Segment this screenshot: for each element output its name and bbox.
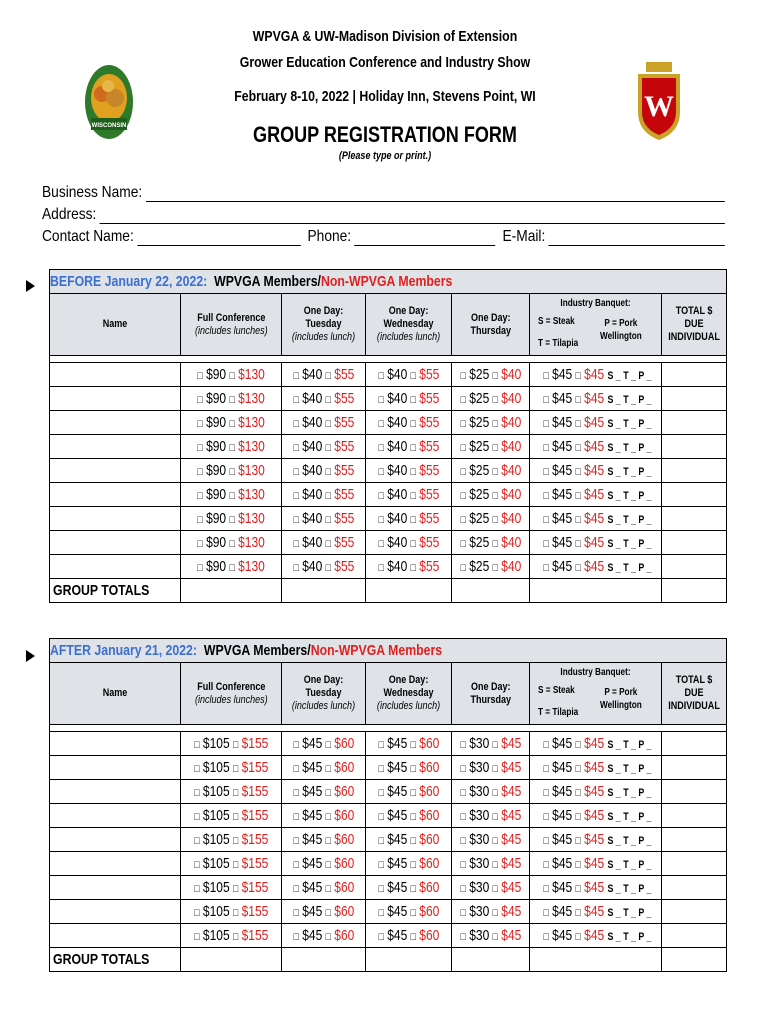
attendee-name-cell[interactable] — [50, 804, 181, 828]
col-wednesday-header: One Day: Wednesday (includes lunch) — [366, 294, 452, 356]
table-row — [50, 804, 727, 828]
wednesday-option[interactable]: □ $45 □ $60 — [366, 900, 452, 924]
total-due-cell[interactable] — [662, 531, 727, 555]
thursday-option[interactable]: □ $25 □ $40 — [452, 387, 530, 411]
full-conference-option[interactable]: □ $105 □ $155 — [181, 732, 282, 756]
banquet-option[interactable]: □ $45 □ $45 S _ T _ P _ — [530, 507, 662, 531]
tuesday-option[interactable]: □ $45 □ $60 — [282, 924, 366, 948]
attendee-name-cell[interactable] — [50, 732, 181, 756]
thursday-option[interactable]: □ $25 □ $40 — [452, 483, 530, 507]
total-due-cell[interactable] — [662, 459, 727, 483]
thursday-option[interactable]: □ $25 □ $40 — [452, 411, 530, 435]
thursday-option[interactable]: □ $30 □ $45 — [452, 900, 530, 924]
total-due-cell[interactable] — [662, 828, 727, 852]
table-row — [50, 483, 727, 507]
thursday-option[interactable]: □ $25 □ $40 — [452, 459, 530, 483]
tuesday-option[interactable]: □ $45 □ $60 — [282, 876, 366, 900]
col-banquet-header: Industry Banquet: S = Steak P = Pork Wellington T = Tilapia — [530, 294, 662, 356]
table-row — [50, 876, 727, 900]
tuesday-option[interactable]: □ $45 □ $60 — [282, 852, 366, 876]
total-due-cell[interactable] — [662, 363, 727, 387]
attendee-name-cell[interactable] — [50, 363, 181, 387]
email-label: E-Mail: — [502, 228, 546, 245]
total-banquet[interactable] — [530, 579, 662, 603]
attendee-name-cell[interactable] — [50, 459, 181, 483]
after-registration-table — [49, 638, 727, 972]
total-thursday[interactable] — [452, 948, 530, 972]
tuesday-option[interactable]: □ $40 □ $55 — [282, 411, 366, 435]
full-conference-option[interactable]: □ $105 □ $155 — [181, 852, 282, 876]
banquet-option[interactable]: □ $45 □ $45 S _ T _ P _ — [530, 828, 662, 852]
business-name-input[interactable] — [146, 187, 725, 202]
wednesday-option[interactable]: □ $45 □ $60 — [366, 732, 452, 756]
total-due-cell[interactable] — [662, 804, 727, 828]
full-conference-option[interactable]: □ $105 □ $155 — [181, 900, 282, 924]
total-thursday[interactable] — [452, 579, 530, 603]
banquet-option[interactable]: □ $45 □ $45 S _ T _ P _ — [530, 531, 662, 555]
thursday-option[interactable]: □ $30 □ $45 — [452, 828, 530, 852]
thursday-option[interactable]: □ $30 □ $45 — [452, 852, 530, 876]
thursday-option[interactable]: □ $30 □ $45 — [452, 780, 530, 804]
total-due-cell[interactable] — [662, 555, 727, 579]
wednesday-option[interactable]: □ $45 □ $60 — [366, 756, 452, 780]
total-wednesday[interactable] — [366, 948, 452, 972]
table-row — [50, 924, 727, 948]
wednesday-option[interactable]: □ $40 □ $55 — [366, 531, 452, 555]
spacer — [50, 725, 727, 732]
thursday-option[interactable]: □ $30 □ $45 — [452, 804, 530, 828]
attendee-name-cell[interactable] — [50, 531, 181, 555]
table-row — [50, 435, 727, 459]
attendee-name-cell[interactable] — [50, 555, 181, 579]
col-full-conference-header: Full Conference (includes lunches) — [181, 663, 282, 725]
full-conference-option[interactable]: □ $105 □ $155 — [181, 924, 282, 948]
email-input[interactable] — [549, 231, 725, 246]
total-due-cell[interactable] — [662, 900, 727, 924]
before-section-title: BEFORE January 22, 2022: WPVGA Members/Non-WPVGA Members — [50, 270, 727, 294]
total-due-cell[interactable] — [662, 876, 727, 900]
group-totals-row — [50, 579, 727, 603]
col-thursday-header: One Day: Thursday — [452, 663, 530, 725]
table-row — [50, 732, 727, 756]
tuesday-option[interactable]: □ $40 □ $55 — [282, 435, 366, 459]
wednesday-option[interactable]: □ $40 □ $55 — [366, 459, 452, 483]
attendee-name-cell[interactable] — [50, 507, 181, 531]
tuesday-option[interactable]: □ $40 □ $55 — [282, 531, 366, 555]
wednesday-option[interactable]: □ $45 □ $60 — [366, 876, 452, 900]
banquet-option[interactable]: □ $45 □ $45 S _ T _ P _ — [530, 804, 662, 828]
full-conference-option[interactable]: □ $90 □ $130 — [181, 459, 282, 483]
tuesday-option[interactable]: □ $45 □ $60 — [282, 804, 366, 828]
total-tuesday[interactable] — [282, 948, 366, 972]
total-due-cell[interactable] — [662, 732, 727, 756]
table-row — [50, 459, 727, 483]
wednesday-option[interactable]: □ $40 □ $55 — [366, 483, 452, 507]
total-due-cell[interactable] — [662, 483, 727, 507]
contact-name-label: Contact Name: — [42, 228, 134, 245]
wednesday-option[interactable]: □ $40 □ $55 — [366, 387, 452, 411]
after-arrow-icon — [26, 650, 35, 662]
group-totals-label: GROUP TOTALS — [50, 579, 181, 603]
total-due-cell[interactable] — [662, 756, 727, 780]
total-due-cell[interactable] — [662, 780, 727, 804]
attendee-name-cell[interactable] — [50, 828, 181, 852]
wednesday-option[interactable]: □ $45 □ $60 — [366, 852, 452, 876]
banquet-option[interactable]: □ $45 □ $45 S _ T _ P _ — [530, 363, 662, 387]
wednesday-option[interactable]: □ $45 □ $60 — [366, 924, 452, 948]
uw-crest-logo — [634, 62, 684, 142]
total-due[interactable] — [662, 579, 727, 603]
total-due[interactable] — [662, 948, 727, 972]
total-due-cell[interactable] — [662, 435, 727, 459]
full-conference-option[interactable]: □ $105 □ $155 — [181, 876, 282, 900]
attendee-name-cell[interactable] — [50, 756, 181, 780]
total-due-cell[interactable] — [662, 411, 727, 435]
thursday-option[interactable]: □ $25 □ $40 — [452, 363, 530, 387]
form-subtitle: (Please type or print.) — [338, 150, 432, 162]
attendee-name-cell[interactable] — [50, 483, 181, 507]
spacer — [50, 356, 727, 363]
full-conference-option[interactable]: □ $105 □ $155 — [181, 828, 282, 852]
after-section-title: AFTER January 21, 2022: WPVGA Members/Non-WPVGA Members — [50, 639, 727, 663]
banquet-option[interactable]: □ $45 □ $45 S _ T _ P _ — [530, 732, 662, 756]
wednesday-option[interactable]: □ $40 □ $55 — [366, 507, 452, 531]
wednesday-option[interactable]: □ $40 □ $55 — [366, 363, 452, 387]
logo-right-letter: W — [644, 90, 674, 123]
attendee-name-cell[interactable] — [50, 852, 181, 876]
full-conference-option[interactable]: □ $105 □ $155 — [181, 756, 282, 780]
attendee-name-cell[interactable] — [50, 900, 181, 924]
phone-input[interactable] — [355, 231, 496, 246]
banquet-option[interactable]: □ $45 □ $45 S _ T _ P _ — [530, 876, 662, 900]
tuesday-option[interactable]: □ $45 □ $60 — [282, 900, 366, 924]
col-total-header: TOTAL $ DUE INDIVIDUAL — [662, 294, 727, 356]
attendee-name-cell[interactable] — [50, 780, 181, 804]
wisconsin-potato-logo — [84, 64, 134, 142]
total-full-conference[interactable] — [181, 579, 282, 603]
tuesday-option[interactable]: □ $40 □ $55 — [282, 555, 366, 579]
group-totals-row — [50, 948, 727, 972]
col-banquet-header: Industry Banquet: S = Steak P = Pork Wellington T = Tilapia — [530, 663, 662, 725]
col-name-header: Name — [50, 663, 181, 725]
banquet-option[interactable]: □ $45 □ $45 S _ T _ P _ — [530, 852, 662, 876]
table-row — [50, 363, 727, 387]
address-input[interactable] — [100, 209, 725, 224]
total-due-cell[interactable] — [662, 507, 727, 531]
tuesday-option[interactable]: □ $45 □ $60 — [282, 756, 366, 780]
col-total-header: TOTAL $ DUE INDIVIDUAL — [662, 663, 727, 725]
thursday-option[interactable]: □ $25 □ $40 — [452, 435, 530, 459]
before-registration-table — [49, 269, 727, 603]
table-row — [50, 900, 727, 924]
tuesday-option[interactable]: □ $45 □ $60 — [282, 828, 366, 852]
wednesday-option[interactable]: □ $45 □ $60 — [366, 828, 452, 852]
full-conference-option[interactable]: □ $90 □ $130 — [181, 387, 282, 411]
tuesday-option[interactable]: □ $40 □ $55 — [282, 363, 366, 387]
table-row — [50, 852, 727, 876]
header-line-1: WPVGA & UW-Madison Division of Extension — [252, 28, 518, 45]
banquet-option[interactable]: □ $45 □ $45 S _ T _ P _ — [530, 411, 662, 435]
table-row — [50, 555, 727, 579]
banquet-option[interactable]: □ $45 □ $45 S _ T _ P _ — [530, 555, 662, 579]
table-row — [50, 507, 727, 531]
total-due-cell[interactable] — [662, 387, 727, 411]
wednesday-option[interactable]: □ $40 □ $55 — [366, 555, 452, 579]
contact-name-input[interactable] — [137, 231, 300, 246]
total-due-cell[interactable] — [662, 924, 727, 948]
banquet-option[interactable]: □ $45 □ $45 S _ T _ P _ — [530, 780, 662, 804]
full-conference-option[interactable]: □ $90 □ $130 — [181, 363, 282, 387]
table-row — [50, 828, 727, 852]
full-conference-option[interactable]: □ $90 □ $130 — [181, 483, 282, 507]
banquet-option[interactable]: □ $45 □ $45 S _ T _ P _ — [530, 483, 662, 507]
full-conference-option[interactable]: □ $105 □ $155 — [181, 804, 282, 828]
full-conference-option[interactable]: □ $90 □ $130 — [181, 555, 282, 579]
thursday-option[interactable]: □ $30 □ $45 — [452, 924, 530, 948]
tuesday-option[interactable]: □ $40 □ $55 — [282, 507, 366, 531]
banquet-option[interactable]: □ $45 □ $45 S _ T _ P _ — [530, 387, 662, 411]
thursday-option[interactable]: □ $30 □ $45 — [452, 732, 530, 756]
wednesday-option[interactable]: □ $45 □ $60 — [366, 804, 452, 828]
col-name-header: Name — [50, 294, 181, 356]
table-row — [50, 756, 727, 780]
wednesday-option[interactable]: □ $45 □ $60 — [366, 780, 452, 804]
thursday-option[interactable]: □ $30 □ $45 — [452, 876, 530, 900]
total-banquet[interactable] — [530, 948, 662, 972]
banquet-option[interactable]: □ $45 □ $45 S _ T _ P _ — [530, 756, 662, 780]
banquet-option[interactable]: □ $45 □ $45 S _ T _ P _ — [530, 924, 662, 948]
tuesday-option[interactable]: □ $40 □ $55 — [282, 459, 366, 483]
col-full-conference-header: Full Conference (includes lunches) — [181, 294, 282, 356]
total-wednesday[interactable] — [366, 579, 452, 603]
thursday-option[interactable]: □ $25 □ $40 — [452, 531, 530, 555]
banquet-option[interactable]: □ $45 □ $45 S _ T _ P _ — [530, 435, 662, 459]
banquet-option[interactable]: □ $45 □ $45 S _ T _ P _ — [530, 459, 662, 483]
contact-fields — [42, 180, 732, 246]
full-conference-option[interactable]: □ $90 □ $130 — [181, 411, 282, 435]
attendee-name-cell[interactable] — [50, 387, 181, 411]
col-wednesday-header: One Day: Wednesday (includes lunch) — [366, 663, 452, 725]
header-line-3: February 8-10, 2022 | Holiday Inn, Stevens Point, WI — [234, 88, 536, 105]
wednesday-option[interactable]: □ $40 □ $55 — [366, 411, 452, 435]
full-conference-option[interactable]: □ $90 □ $130 — [181, 435, 282, 459]
col-tuesday-header: One Day: Tuesday (includes lunch) — [282, 663, 366, 725]
tuesday-option[interactable]: □ $45 □ $60 — [282, 732, 366, 756]
attendee-name-cell[interactable] — [50, 876, 181, 900]
group-totals-label: GROUP TOTALS — [50, 948, 181, 972]
attendee-name-cell[interactable] — [50, 924, 181, 948]
thursday-option[interactable]: □ $30 □ $45 — [452, 756, 530, 780]
logo-left-text: WISCONSIN — [91, 123, 127, 129]
tuesday-option[interactable]: □ $40 □ $55 — [282, 483, 366, 507]
header-line-2: Grower Education Conference and Industry Show — [239, 54, 531, 71]
tuesday-option[interactable]: □ $40 □ $55 — [282, 387, 366, 411]
total-due-cell[interactable] — [662, 852, 727, 876]
full-conference-option[interactable]: □ $90 □ $130 — [181, 507, 282, 531]
table-row — [50, 387, 727, 411]
table-row — [50, 531, 727, 555]
attendee-name-cell[interactable] — [50, 411, 181, 435]
total-full-conference[interactable] — [181, 948, 282, 972]
address-label: Address: — [42, 206, 97, 223]
business-name-label: Business Name: — [42, 184, 143, 201]
total-tuesday[interactable] — [282, 579, 366, 603]
col-thursday-header: One Day: Thursday — [452, 294, 530, 356]
form-title: GROUP REGISTRATION FORM — [253, 122, 517, 147]
tuesday-option[interactable]: □ $45 □ $60 — [282, 780, 366, 804]
wednesday-option[interactable]: □ $40 □ $55 — [366, 435, 452, 459]
col-tuesday-header: One Day: Tuesday (includes lunch) — [282, 294, 366, 356]
before-arrow-icon — [26, 280, 35, 292]
thursday-option[interactable]: □ $25 □ $40 — [452, 507, 530, 531]
full-conference-option[interactable]: □ $90 □ $130 — [181, 531, 282, 555]
table-row — [50, 780, 727, 804]
attendee-name-cell[interactable] — [50, 435, 181, 459]
banquet-option[interactable]: □ $45 □ $45 S _ T _ P _ — [530, 900, 662, 924]
full-conference-option[interactable]: □ $105 □ $155 — [181, 780, 282, 804]
thursday-option[interactable]: □ $25 □ $40 — [452, 555, 530, 579]
phone-label: Phone: — [307, 228, 352, 245]
table-row — [50, 411, 727, 435]
